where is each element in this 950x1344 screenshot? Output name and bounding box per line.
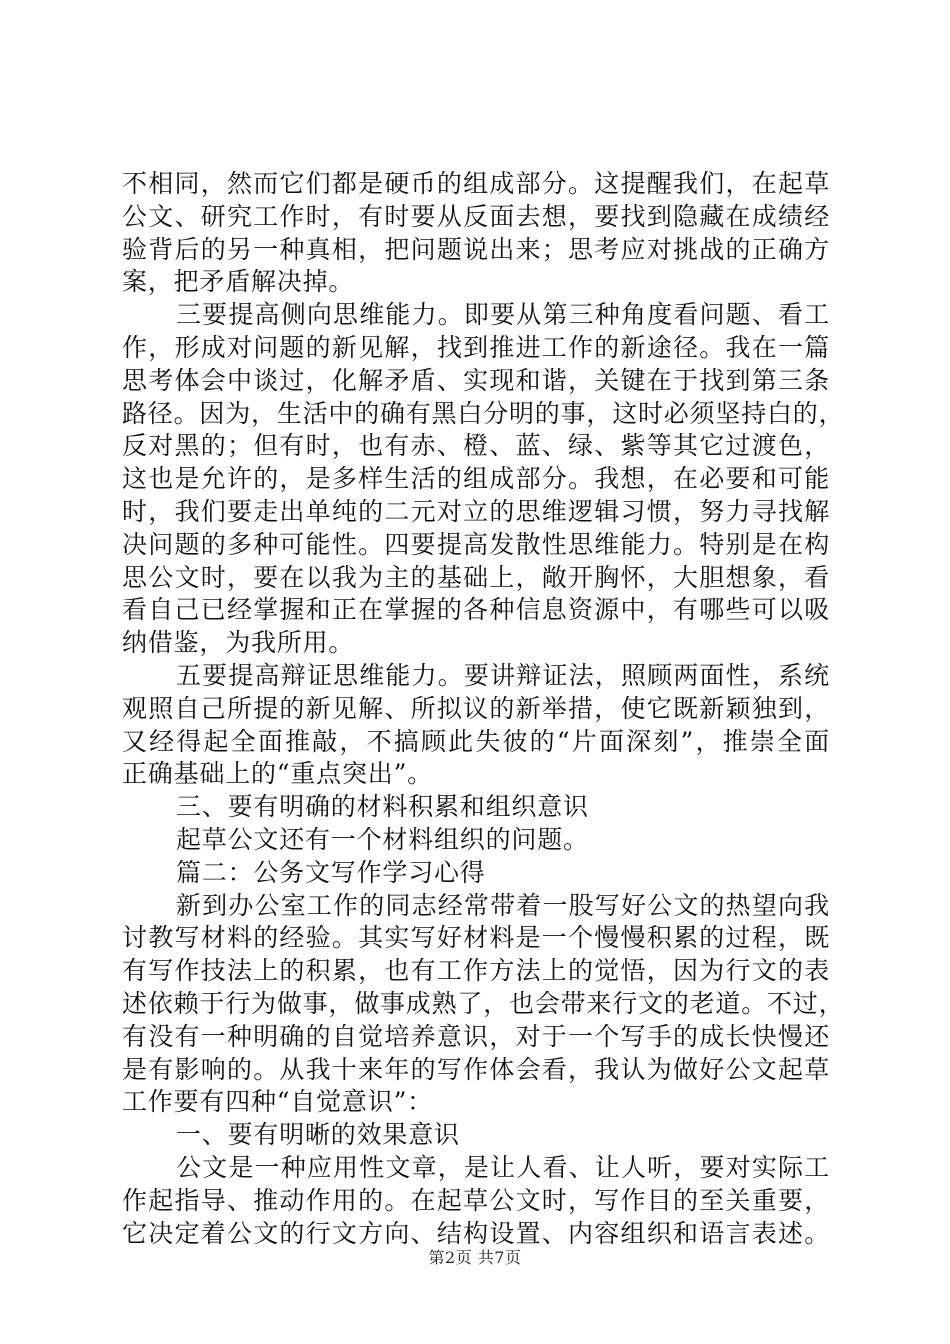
- text-line: 路径。因为，生活中的确有黑白分明的事，这时必须坚持白的，: [122, 398, 845, 428]
- text-line: 案，把矛盾解决掉。: [122, 267, 355, 297]
- text-line: 作，形成对问题的新见解，找到推进工作的新途径。我在一篇: [122, 332, 830, 362]
- text-line: 述依赖于行为做事，做事成熟了，也会带来行文的老道。不过，: [122, 988, 845, 1018]
- text-line: 思考体会中谈过，化解矛盾、实现和谐，关键在于找到第三条: [122, 365, 830, 395]
- text-line: 起草公文还有一个材料组织的问题。: [176, 824, 589, 854]
- page-footer: 第2页 共7页: [428, 1248, 522, 1267]
- text-line: 反对黑的；但有时，也有赤、橙、蓝、绿、紫等其它过渡色，: [122, 431, 830, 461]
- text-line: 思公文时，要在以我为主的基础上，敞开胸怀，大胆想象，看: [122, 562, 830, 592]
- text-line: 这也是允许的，是多样生活的组成部分。我想，在必要和可能: [122, 464, 830, 494]
- text-line: 作起指导、推动作用的。在起草公文时，写作目的至关重要，: [122, 1185, 830, 1215]
- document-body: [122, 168, 845, 1250]
- text-line: 三要提高侧向思维能力。即要从第三种角度看问题、看工: [176, 300, 830, 330]
- text-line: 纳借鉴，为我所用。: [122, 628, 355, 658]
- text-line: 正确基础上的“重点突出”。: [122, 759, 433, 789]
- text-line: 是有影响的。从我十来年的写作体会看，我认为做好公文起草: [122, 1054, 830, 1084]
- text-line: 决问题的多种可能性。四要提高发散性思维能力。特别是在构: [122, 529, 830, 559]
- text-line: 观照自己所提的新见解、所拟议的新举措，使它既新颖独到，: [122, 693, 830, 723]
- text-line: 工作要有四种“自觉意识”：: [122, 1087, 433, 1117]
- text-line: 五要提高辩证思维能力。要讲辩证法，照顾两面性，系统: [176, 660, 830, 690]
- text-line: 讨教写材料的经验。其实写好材料是一个慢慢积累的过程，既: [122, 923, 830, 953]
- text-line: 新到办公室工作的同志经常带着一股写好公文的热望向我: [176, 890, 830, 920]
- text-line: 它决定着公文的行文方向、结构设置、内容组织和语言表述。: [122, 1218, 830, 1248]
- text-line: 公文、研究工作时，有时要从反面去想，要找到隐藏在成绩经: [122, 201, 830, 231]
- text-line: 有写作技法上的积累，也有工作方法上的觉悟，因为行文的表: [122, 956, 830, 986]
- text-line: 验背后的另一种真相，把问题说出来；思考应对挑战的正确方: [122, 234, 830, 264]
- text-line: 公文是一种应用性文章，是让人看、让人听，要对实际工: [176, 1152, 830, 1182]
- text-line: 时，我们要走出单纯的二元对立的思维逻辑习惯，努力寻找解: [122, 496, 830, 526]
- text-line: 不相同，然而它们都是硬币的组成部分。这提醒我们，在起草: [122, 169, 830, 198]
- text-line: 篇二：公务文写作学习心得: [176, 857, 486, 887]
- text-line: 又经得起全面推敲，不搞顾此失彼的“片面深刻”，推崇全面: [122, 726, 830, 756]
- text-line: 看自己已经掌握和正在掌握的各种信息资源中，有哪些可以吸: [122, 595, 830, 625]
- text-line: 一、要有明晰的效果意识: [176, 1120, 460, 1150]
- text-line: 有没有一种明确的自觉培养意识，对于一个写手的成长快慢还: [122, 1021, 830, 1051]
- text-line: 三、要有明确的材料积累和组织意识: [176, 792, 589, 822]
